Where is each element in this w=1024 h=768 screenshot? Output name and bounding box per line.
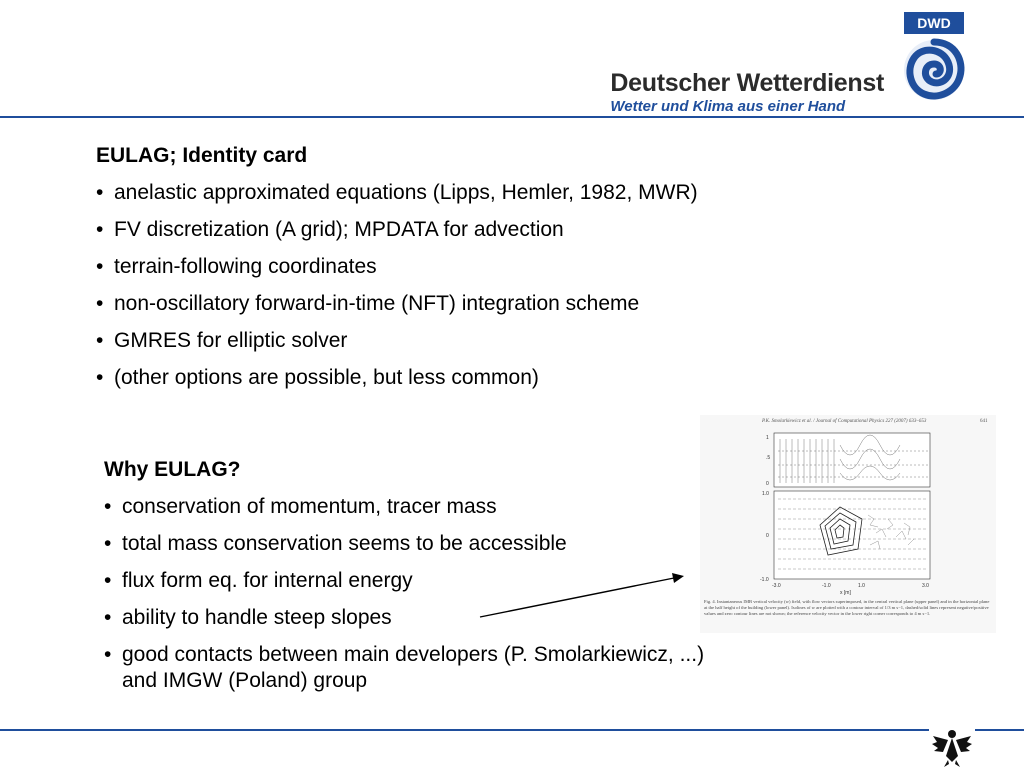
brand-tagline: Wetter und Klima aus einer Hand xyxy=(610,98,846,115)
identity-card-title: EULAG; Identity card xyxy=(96,144,308,167)
svg-text:-1.0: -1.0 xyxy=(822,583,831,589)
figure-caption: Fig. 4. Instantaneous IMB vertical velocity (w) field, with flow vectors superimposed, in the central vertical plane (upper panel) and in the horizontal plane at the half height of the building (lower panel). Isolines of w are plotted with a contour interval of 1/3 m s−1, dashed/solid lines represent negative/positive values and zero contour lines are not shown; the reference velocity vector in the lower right corner corresponds to 4 m s−1. xyxy=(704,599,990,616)
svg-text:1.0: 1.0 xyxy=(858,583,865,589)
brand-name: Deutscher Wetterdienst xyxy=(610,69,884,97)
list-item-line: and IMGW (Poland) group xyxy=(122,669,368,692)
paper-figure xyxy=(700,415,996,633)
list-item-line: • good contacts between main developers (P. Smolarkiewicz, ...) xyxy=(122,643,705,666)
svg-text:-3.0: -3.0 xyxy=(772,583,781,589)
figure-journal-header: P.K. Smolarkiewicz et al. / Journal of Computational Physics 227 (2007) 633–653 xyxy=(762,419,927,424)
list-item: • flux form eq. for internal energy xyxy=(104,562,864,599)
identity-card-list xyxy=(96,174,896,396)
header-divider xyxy=(0,116,1024,118)
list-item: • ability to handle steep slopes xyxy=(104,599,864,636)
list-item: • anelastic approximated equations (Lipps, Hemler, 1982, MWR) xyxy=(96,174,896,211)
list-item: • terrain-following coordinates xyxy=(96,248,896,285)
list-item: • (other options are possible, but less common) xyxy=(96,359,896,396)
header-brand xyxy=(610,70,884,116)
federal-eagle-icon xyxy=(929,722,975,768)
list-item: • non-oscillatory forward-in-time (NFT) integration scheme xyxy=(96,285,896,322)
dwd-logo xyxy=(898,12,970,108)
svg-text:1: 1 xyxy=(766,435,769,441)
svg-text:x [m]: x [m] xyxy=(840,590,851,596)
svg-text:0: 0 xyxy=(766,481,769,487)
dwd-logo-text: DWD xyxy=(917,15,951,31)
list-item: • total mass conservation seems to be accessible xyxy=(104,525,864,562)
list-item: • GMRES for elliptic solver xyxy=(96,322,896,359)
list-item: • FV discretization (A grid); MPDATA for advection xyxy=(96,211,896,248)
why-eulag-title: Why EULAG? xyxy=(104,458,241,481)
svg-text:1.0: 1.0 xyxy=(762,491,769,497)
identity-card-section xyxy=(96,137,896,396)
svg-text:0: 0 xyxy=(766,533,769,539)
footer-divider xyxy=(0,729,1024,731)
swirl-icon xyxy=(904,40,964,100)
list-item xyxy=(104,636,864,696)
list-item: • conservation of momentum, tracer mass xyxy=(104,488,864,525)
figure-page-number: 641 xyxy=(980,419,988,424)
svg-text:-1.0: -1.0 xyxy=(760,577,769,583)
svg-text:3.0: 3.0 xyxy=(922,583,929,589)
svg-text:.5: .5 xyxy=(766,455,771,461)
